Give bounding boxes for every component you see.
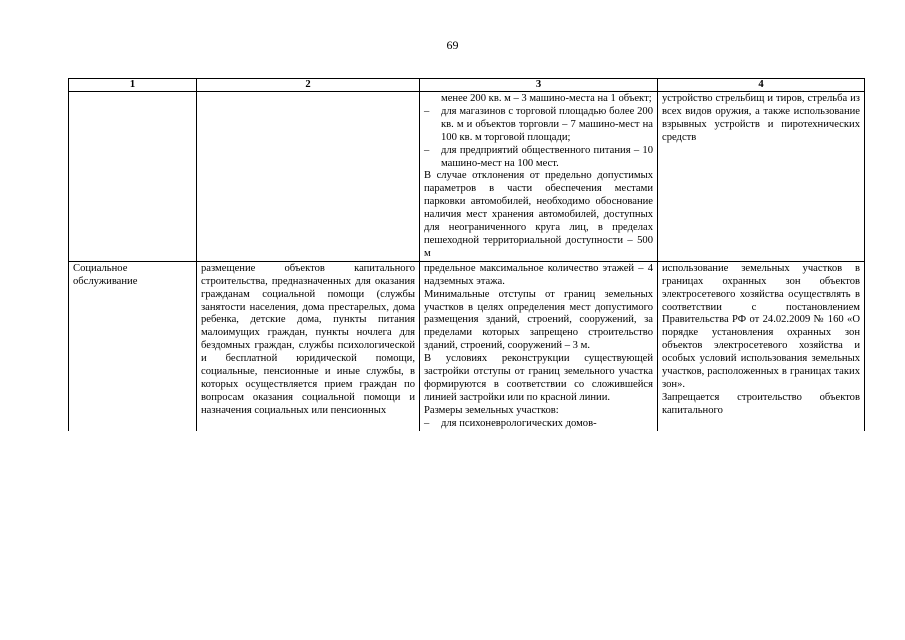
parameters-paragraph: Минимальные отступы от границ земельных участков в целях определения мест допустимого размещения зданий, строений, сооружений, за пределами которых запрещено строительство зданий, строений, сооружений – 3 м. [424, 288, 653, 352]
row1-col4-cell [658, 92, 865, 262]
document-table [68, 78, 865, 431]
row1-col3-cell [420, 92, 658, 262]
page-number: 69 [446, 38, 459, 52]
parking-deviation-paragraph: В случае отклонения от предельно допустимых параметров в части обеспечения местами парковки автомобилей, необходимо обоснование наличия мест хранения автомобилей, доступных для неограниченного круга лиц, в пределах пешеходной территориальной доступности – 500 м [424, 170, 653, 259]
row2-col3-cell [420, 261, 658, 430]
header-cell-2: 2 [197, 79, 420, 92]
row2-col2-cell [197, 261, 420, 430]
parameters-paragraph: В условиях реконструкции существующей застройки отступы от границ земельного участка формируются в соответствии со сложившейся линией застройки или по красной линии. [424, 353, 653, 403]
header-cell-4: 4 [658, 79, 865, 92]
table-row [69, 92, 865, 262]
land-use-description: размещение объектов капитального строительства, предназначенных для оказания гражданам социальной помощи (службы занятости населения, дома престарелых, дома ребенка, детские дома, пункты питания малоимущих граждан, пункты ночлега для бездомных граждан, службы психологической и бесплатной юридической помощи, социальные, пенсионные и иные службы, в которых осуществляется прием граждан по вопросам оказания социальной помощи и назначения социальных или пенсионных [201, 262, 415, 416]
row1-col2-cell [197, 92, 420, 262]
parking-continuation-text: менее 200 кв. м – 3 машино-места на 1 объект; [441, 93, 652, 104]
restrictions-text: устройство стрельбищ и тиров, стрельба из всех видов оружия, а также использование взрывных устройств и пиротехнических средств [662, 93, 860, 143]
restrictions-paragraph: использование земельных участков в границах охранных зон объектов электросетевого хозяйства осуществлять в соответствии с постановлением Правительства РФ от 24.02.2009 № 160 «О порядке установления охранных зон объектов электросетевого хозяйства и особых условий использования земельных участков, расположенных в границах таких зон». [662, 262, 860, 390]
list-item-text: для магазинов с торговой площадью более 200 кв. м и объектов торговли – 7 машино-мест на 100 кв. м торговой площади; [441, 105, 653, 143]
restrictions-paragraph: Запрещается строительство объектов капитального [662, 391, 860, 416]
list-item-text: для психоневрологических домов- [441, 417, 597, 429]
parameters-paragraph: предельное максимальное количество этажей – 4 надземных этажа. [424, 262, 653, 287]
table-row [69, 261, 865, 430]
row2-col4-cell [658, 261, 865, 430]
table-header-row [69, 79, 865, 92]
row2-col1-cell [69, 261, 197, 430]
header-cell-3: 3 [420, 79, 658, 92]
dash-marker: – [424, 417, 430, 429]
list-item-text: для предприятий общественного питания – 10 машино-мест на 100 мест. [441, 144, 653, 169]
list-item [424, 418, 653, 431]
land-use-type-label: Социальное обслуживание [73, 262, 138, 287]
parameters-paragraph: Размеры земельных участков: [424, 404, 559, 416]
header-cell-1: 1 [69, 79, 197, 92]
list-item [424, 106, 653, 145]
dash-marker: – [424, 105, 430, 117]
dash-marker: – [424, 144, 430, 156]
row1-col1-cell [69, 92, 197, 262]
list-item [424, 145, 653, 171]
